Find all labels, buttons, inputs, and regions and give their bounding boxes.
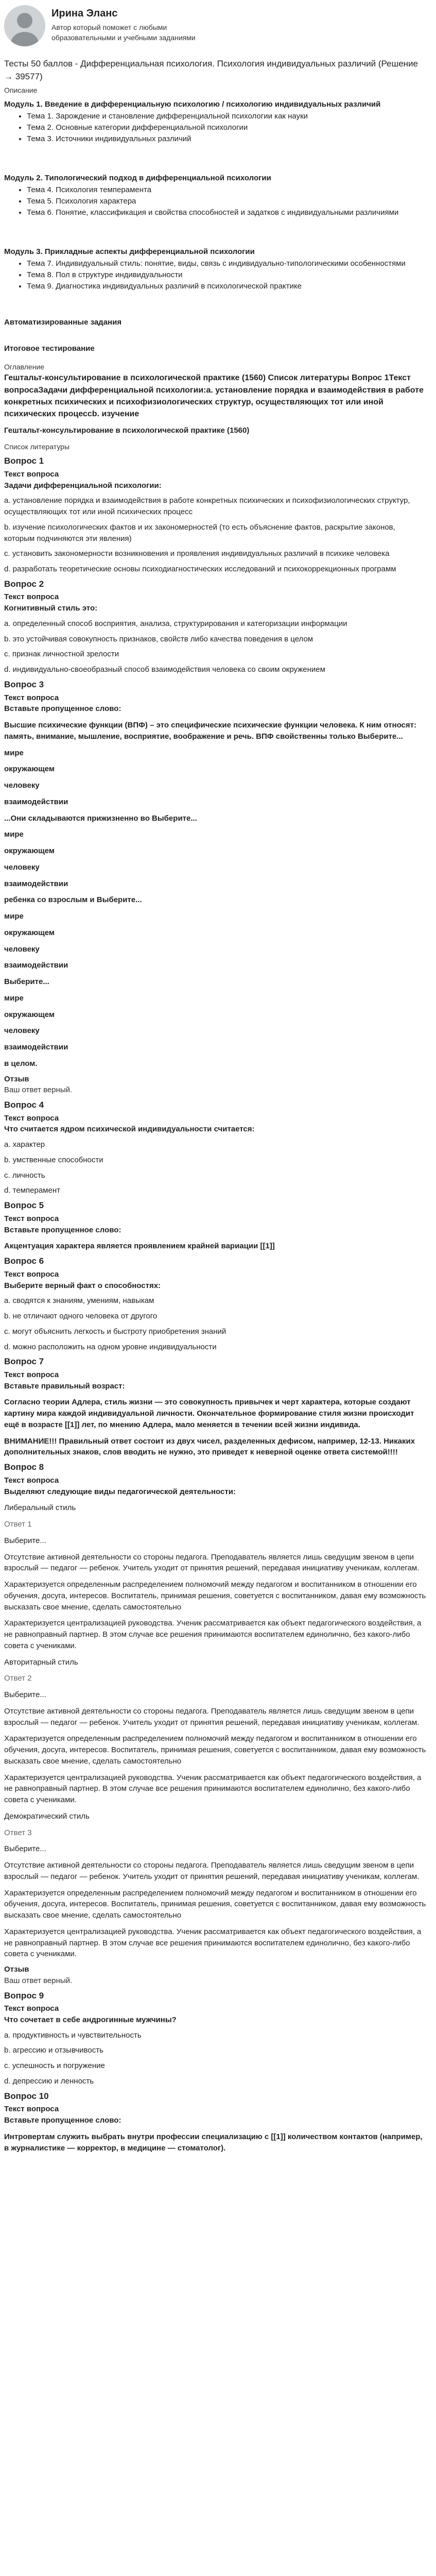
blank-option[interactable]: мире (4, 912, 24, 921)
answer-slot: Ответ 3 (4, 1828, 32, 1837)
question-text: Что считается ядром психической индивидуальности считается: (4, 1125, 255, 1134)
select-option[interactable]: Характеризуется централизацией руководства. Ученик рассматривается как объект педагогического воздействия, а не равноправный партнер. В этом случае все решения принимаются воспитателем единолично, без какого-либо совета с учениками. (4, 1927, 422, 1959)
select-placeholder[interactable]: Выберите... (4, 1844, 46, 1854)
page-title: Тесты 50 баллов - Дифференциальная психология. Психология индивидуальных различий (Решение → 39577) (4, 59, 418, 81)
question-instruction: Вставьте пропущенное слово: (4, 2116, 121, 2125)
question-1 (4, 455, 427, 575)
question-text[interactable]: Выберите... (4, 977, 49, 987)
module-2 (4, 173, 427, 218)
toc-text: Гештальт-консультирование в психологической практике (1560) Список литературы Вопрос 1Текст вопросаЗадачи дифференциальной психологии:а. установление порядка и взаимодействия в работе конкретных психических и психофизиологических структур, осуществляющих тот или иной психических процессb. изучение (4, 374, 424, 418)
question-text: Когнитивный стиль это: (4, 604, 98, 613)
question-subtitle: Текст вопроса (4, 2105, 59, 2114)
question-10 (4, 2090, 427, 2154)
select-option[interactable]: Характеризуется определенным распределением полномочий между педагогом и воспитанником в отношении его обучения, досуга, интересов. Воспитатель, принимая решения, советуется с воспитанником, давая ему возможность высказать свое мнение, сделать самостоятельно (4, 1580, 426, 1612)
module-3 (4, 246, 427, 292)
select-option[interactable]: Отсутствие активной деятельности со стороны педагога. Преподаватель является лишь сведущим звеном в цепи взрослый — педагог — ребенок. Учитель уходит от принятия решений, передавая инициативу ученикам, коллегам. (4, 1552, 420, 1573)
question-title: Вопрос 6 (4, 1256, 44, 1266)
question-text: Что сочетает в себе андрогинные мужчины? (4, 2015, 177, 2024)
answer-option[interactable]: b. агрессию и отзывчивость (4, 2046, 103, 2055)
spacer (4, 301, 427, 317)
question-text: Согласно теории Адлера, стиль жизни — это совокупность привычек и черт характера, которые создают картину мира каждой индивидуальной личности. Окончательное формирование стиля жизни происходит ещё в возрасте [[1]] лет, по мнению Адлера, мало меняется в течении всей жизни индивида. (4, 1398, 414, 1429)
question-text: Задачи дифференциальной психологии: (4, 481, 162, 490)
answer-option[interactable]: b. это устойчивая совокупность признаков, свойств либо качества поведения в целом (4, 634, 313, 643)
question-text: Акцентуация характера является проявлением крайней вариации [[1]] (4, 1242, 275, 1251)
blank-option[interactable]: окружающем (4, 846, 55, 856)
blank-option[interactable]: окружающем (4, 765, 55, 774)
module-title: Модуль 3. Прикладные аспекты дифференциальной психологии (4, 247, 255, 256)
answer-option[interactable]: b. изучение психологических фактов и их закономерностей (то есть объяснение фактов, раскрытие законов, которым подчиняются эти явления) (4, 522, 395, 543)
author-header (4, 5, 427, 46)
question-text: в целом. (4, 1059, 38, 1068)
blank-option[interactable]: взаимодействии (4, 1043, 68, 1052)
question-subtitle: Текст вопроса (4, 469, 59, 479)
style-label: Либеральный стиль (4, 1503, 76, 1513)
answer-option[interactable]: c. установить закономерности возникновения и проявления индивидуальных различий в психике человека (4, 549, 390, 558)
question-title: Вопрос 2 (4, 579, 44, 589)
question-9 (4, 1990, 427, 2087)
question-instruction: Вставьте правильный возраст: (4, 1381, 125, 1391)
theme-list (4, 111, 427, 144)
question-subtitle: Текст вопроса (4, 1214, 59, 1223)
question-text: Выделяют следующие виды педагогической деятельности: (4, 1487, 236, 1496)
select-placeholder[interactable]: Выберите... (4, 1536, 46, 1545)
answer-option[interactable]: d. темперамент (4, 1186, 60, 1195)
blank-option[interactable]: окружающем (4, 1010, 55, 1019)
answer-option[interactable]: d. разработать теоретические основы психодиагностических исследований и психокоррекционных программ (4, 565, 396, 574)
question-title: Вопрос 8 (4, 1462, 44, 1472)
auto-tasks-heading: Автоматизированные задания (4, 317, 122, 327)
blank-option[interactable]: человеку (4, 944, 40, 954)
style-label: Демократический стиль (4, 1811, 90, 1821)
question-subtitle: Текст вопроса (4, 1113, 59, 1123)
answer-option[interactable]: а. установление порядка и взаимодействия в работе конкретных психических и психофизиологических структур, осуществляющих тот или иной психических процесс (4, 496, 410, 517)
blank-option[interactable]: мире (4, 748, 24, 757)
module-1 (4, 99, 427, 145)
theme-list (4, 184, 427, 218)
select-option[interactable]: Характеризуется централизацией руководства. Ученик рассматривается как объект педагогического воздействия, а не равноправный партнер. В этом случае все решения принимаются воспитателем единолично, без какого-либо совета с учениками. (4, 1773, 422, 1805)
question-5 (4, 1199, 427, 1252)
theme-list (4, 258, 427, 292)
toc-label: Оглавление (4, 363, 45, 371)
question-2 (4, 578, 427, 675)
question-7 (4, 1355, 427, 1458)
answer-option[interactable]: b. умственные способности (4, 1155, 103, 1164)
module-title: Модуль 1. Введение в дифференциальную психологию / психологию индивидуальных различий (4, 99, 381, 109)
feedback-text: Ваш ответ верный. (4, 1086, 73, 1095)
answer-option[interactable]: b. не отличают одного человека от другого (4, 1312, 158, 1321)
select-option[interactable]: Характеризуется централизацией руководства. Ученик рассматривается как объект педагогического воздействия, а не равноправный партнер. В этом случае все решения принимаются воспитателем единолично, без какого-либо совета с учениками. (4, 1619, 422, 1650)
question-6 (4, 1255, 427, 1352)
blank-option[interactable]: взаимодействии (4, 879, 68, 888)
question-instruction: Вставьте пропущенное слово: (4, 1225, 121, 1234)
theme-item: • Тема 3. Источники индивидуальных различий (27, 133, 427, 145)
answer-option[interactable]: a. сводятся к знаниям, умениям, навыкам (4, 1296, 154, 1306)
toc-item[interactable]: Гештальт-консультирование в психологической практике (1560) (4, 426, 250, 435)
lit-label[interactable]: Список литературы (4, 442, 70, 451)
question-text: Выберите верный факт о способностях: (4, 1281, 161, 1290)
feedback-label: Отзыв (4, 1074, 29, 1083)
select-option[interactable]: Характеризуется определенным распределением полномочий между педагогом и воспитанником в отношении его обучения, досуга, интересов. Воспитатель, принимая решения, советуется с воспитанником, давая ему возможность высказать свое мнение, сделать самостоятельно (4, 1734, 426, 1766)
question-title: Вопрос 10 (4, 2091, 49, 2101)
blank-option[interactable]: мире (4, 830, 24, 839)
answer-option[interactable]: d. депрессию и ленность (4, 2076, 94, 2086)
author-info (51, 5, 221, 43)
theme-item: • Тема 6. Понятие, классификация и свойства способностей и задатков с индивидуальными различиями (27, 207, 427, 218)
blank-option[interactable]: человеку (4, 781, 40, 790)
theme-item: • Тема 4. Психология темперамента (27, 184, 427, 196)
avatar[interactable] (4, 5, 45, 46)
blank-option[interactable]: мире (4, 993, 24, 1003)
question-title: Вопрос 5 (4, 1200, 44, 1211)
spacer (4, 328, 427, 343)
spacer (4, 354, 427, 362)
question-subtitle: Текст вопроса (4, 592, 59, 602)
question-text: Интровертам служить выбрать внутри профессии специализацию с [[1]] количеством контактов (например, в журналистике — корректор, в медицине — стоматолог). (4, 2132, 423, 2153)
spacer (4, 154, 427, 170)
question-title: Вопрос 3 (4, 679, 44, 689)
question-text: Высшие психические функции (ВПФ) – это специфические психические функции человека. К ним относят: память, внимание, мышление, восприятие, воображение и речь. ВПФ свойственны только Выберите... (4, 721, 416, 741)
answer-slot: Ответ 1 (4, 1520, 32, 1529)
blank-option[interactable]: взаимодействии (4, 797, 68, 806)
question-subtitle: Текст вопроса (4, 1476, 59, 1485)
answer-slot: Ответ 2 (4, 1674, 32, 1683)
question-title: Вопрос 1 (4, 456, 44, 466)
question-subtitle: Текст вопроса (4, 693, 59, 702)
warning-text: ВНИМАНИЕ!!! Правильный ответ состоит из двух чисел, разделенных дефисом, например, 12-13. Никаких дополнительных знаков, слов вводить не нужно, это приведет к неверной оценке ответа системой!!!! (4, 1436, 415, 1457)
blank-option[interactable]: окружающем (4, 928, 55, 937)
theme-item: • Тема 1. Зарождение и становление дифференциальной психологии как науки (27, 111, 427, 122)
answer-option[interactable]: a. характер (4, 1140, 45, 1149)
question-4 (4, 1099, 427, 1196)
theme-item: • Тема 8. Пол в структуре индивидуальности (27, 269, 427, 281)
feedback-label: Отзыв (4, 1965, 29, 1974)
question-title: Вопрос 9 (4, 1990, 44, 2001)
user-icon (4, 5, 45, 46)
question-subtitle: Текст вопроса (4, 1269, 59, 1279)
select-option[interactable]: Характеризуется определенным распределением полномочий между педагогом и воспитанником в отношении его обучения, досуга, интересов. Воспитатель, принимая решения, советуется с воспитанником, давая ему возможность высказать свое мнение, сделать самостоятельно (4, 1888, 426, 1920)
theme-item: • Тема 7. Индивидуальный стиль: понятие, виды, связь с индивидуально-типологическими особенностями (27, 258, 427, 269)
final-test-heading: Итоговое тестирование (4, 344, 95, 353)
question-title: Вопрос 7 (4, 1357, 44, 1367)
question-subtitle: Текст вопроса (4, 2004, 59, 2013)
theme-item: • Тема 2. Основные категории дифференциальной психологии (27, 122, 427, 133)
answer-option[interactable]: c. успешность и погружение (4, 2061, 105, 2071)
theme-item: • Тема 5. Психология характера (27, 196, 427, 207)
question-text: ребенка со взрослым и Выберите... (4, 895, 142, 905)
spacer (4, 228, 427, 243)
module-title: Модуль 2. Типологический подход в дифференциальной психологии (4, 173, 271, 182)
author-bio: Автор который поможет с любыми образовательными и учебными заданиями (51, 23, 196, 42)
answer-option[interactable]: c. личность (4, 1171, 45, 1180)
answer-option[interactable]: d. можно расположить на одном уровне индивидуальности (4, 1342, 217, 1351)
blank-option[interactable]: человеку (4, 862, 40, 872)
question-text: ...Они складываются прижизненно во Выберите... (4, 814, 197, 823)
theme-item: • Тема 9. Диагностика индивидуальных различий в психологической практике (27, 281, 427, 292)
question-3 (4, 679, 427, 1096)
answer-option[interactable]: c. могут объяснить легкость и быстроту приобретения знаний (4, 1327, 226, 1336)
question-subtitle: Текст вопроса (4, 1370, 59, 1379)
select-option[interactable]: Отсутствие активной деятельности со стороны педагога. Преподаватель является лишь сведущим звеном в цепи взрослый — педагог — ребенок. Учитель уходит от принятия решений, передавая инициативу ученикам, коллегам. (4, 1706, 420, 1727)
description-label: Описание (4, 86, 38, 95)
answer-option[interactable]: c. признак личностной зрелости (4, 650, 119, 659)
author-name[interactable]: Ирина Эланс (51, 8, 118, 19)
answer-option[interactable]: d. индивидуально-своеобразный способ взаимодействия человека со своим окружением (4, 665, 325, 674)
question-8 (4, 1461, 427, 1986)
question-instruction: Вставьте пропущенное слово: (4, 704, 121, 714)
select-placeholder[interactable]: Выберите... (4, 1690, 46, 1700)
feedback-text: Ваш ответ верный. (4, 1976, 73, 1985)
question-title: Вопрос 4 (4, 1100, 44, 1110)
blank-option[interactable]: взаимодействии (4, 961, 68, 970)
answer-option[interactable]: a. продуктивность и чувствительность (4, 2030, 142, 2040)
answer-option[interactable]: a. определенный способ восприятия, анализа, структурирования и категоризации информации (4, 619, 347, 628)
blank-option[interactable]: человеку (4, 1026, 40, 1036)
select-option[interactable]: Отсутствие активной деятельности со стороны педагога. Преподаватель является лишь сведущим звеном в цепи взрослый — педагог — ребенок. Учитель уходит от принятия решений, передавая инициативу ученикам, коллегам. (4, 1861, 420, 1881)
style-label: Авторитарный стиль (4, 1657, 78, 1667)
